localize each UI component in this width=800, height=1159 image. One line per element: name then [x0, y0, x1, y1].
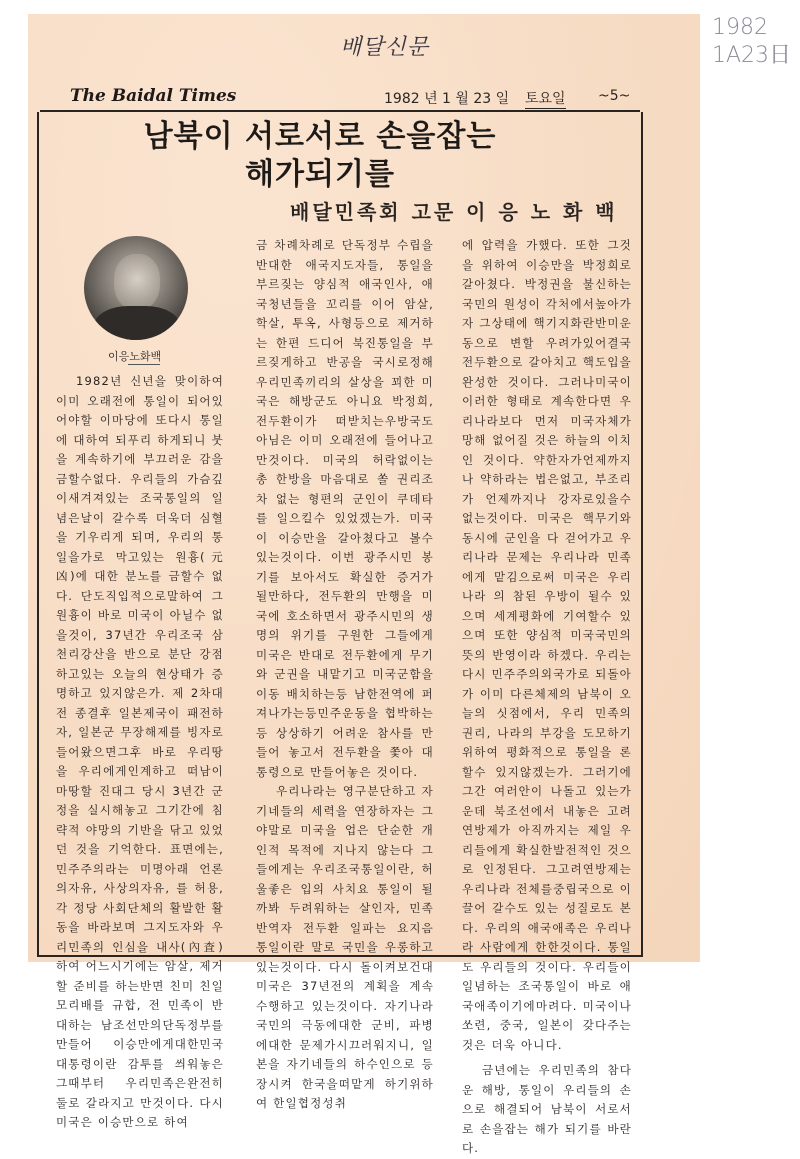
author-portrait: [84, 236, 188, 340]
page-number: ~5~: [598, 88, 631, 104]
photo-caption: 이응노화백: [108, 350, 162, 363]
caption-underline: [128, 364, 160, 365]
newspaper-name: The Baidal Times: [70, 86, 237, 106]
side-note-date: 1A23日: [712, 43, 792, 68]
headline-line-1: 남북이 서로서로 손을잡는: [143, 119, 497, 154]
column-2-paragraph-1: 금 차례차례로 단독정부 수립을 반대한 애국지도자들, 통일을 부르짖는 양심적 애국인사, 애국청년들을 꼬리를 이어 암살, 학살, 투옥, 사형등으로 제거하는 한편 드디어 북진통일을 부르짖게하고 반공을 국시로정해 우리민족끼리의 살상을 꾀한 미국은 해방군도 아니요 박정희, 전두환이가 떠받치는우방국도 아님은 이미 오래전에 들어나고 만것이다. 미국의 허락없이는 총 한방을 마음대로 쏠 권리조차 없는 형편의 군인이 쿠데타를 일으킬수 있었겠는가. 미국이 이승만을 갈아쳤다고 볼수 있는것이다. 이번 광주시민 봉기를 보아서도 확실한 증거가 될만하다, 전두환의 만행을 미국에 호소하면서 광주시민의 생명의 위기를 구원한 그들에게 미국은 반대로 전두환에게 무기와 군권을 내맡기고 미국군함을 이동 배치하는등 남한전역에 퍼져나가는등민주운동을 협박하는등 상상하기 어려운 참사를 만들어 놓고서 전두환을 쫓아 대통령으로 만들어놓은 것이다.: [256, 238, 434, 779]
portrait-body: [94, 306, 180, 340]
handwritten-annotation: 배달신문: [340, 35, 430, 60]
article-column-3: [462, 236, 632, 1159]
archive-date-note: [712, 14, 791, 70]
column-3-paragraph-1: 에 압력을 가했다. 또한 그것을 위하여 이승만을 박정희로 갈아쳤다. 박정권을 불신하는 국민의 원성이 각처에서높아가자 그상태에 핵기지화란반미운동으로 변할 우려가있어결국 전두환으로 갈아치고 핵도입을 완성한 것이다. 그러나미국이 이러한 형태로 계속한다면 우리나라보다 먼저 미국자체가 망해 없어질 것은 하늘의 이치인 것이다. 약한자가언제까지나 약하라는 법은없고, 부조리가 언제까지나 강자로있을수 없는것이다. 미국은 핵무기와 동시에 군인을 다 걷어가고 우리나라 문제는 우리나라 민족에게 맡김으로써 미국은 우리나라 의 참된 우방이 될수 있으며 세계평화에 기여할수 있으며 또한 양심적 미국국민의 뜻의 반영이라 하겠다. 우리는 다시 민주주의외국가로 되돌아가 이미 다른체제의 남북이 오늘의 싯점에서, 우리 민족의 권리, 나라의 부강을 도모하기 위하여 평화적으로 통일을 론할수 있지않겠는가. 그러기에 그간 여러안이 나돌고 있는가운데 북조선에서 내놓은 고려연방제가 아직까지는 제일 우리들에게 확실한발전적인 것으로 인정된다. 그고려연방제는 우리나라 전체를중립국으로 이끌어 갈수도 있는 성질로도 본다. 우리의 애국애족은 우리나라 사람에게 한한것이다. 통일도 우리들의 것이다. 우리들이 일념하는 조국통일이 바로 애국애족이기에마려다. 미국이나 쏘련, 중국, 일본이 갖다주는것은 더욱 아니다.: [462, 238, 632, 1052]
issue-date: 1982 년 1 월 23 일: [384, 91, 510, 107]
side-note-year: 1982: [712, 15, 768, 40]
article-column-2: [256, 236, 434, 1114]
portrait-face: [114, 254, 160, 310]
issue-weekday: 토요일: [525, 88, 566, 109]
article-headline: [70, 118, 570, 194]
column-1-paragraph-1: 1982년 신년을 맞이하여 이미 오래전에 통일이 되어있어야할 이마당에 또다시 통일에 대하여 되푸리 하게되니 붓을 계속하기에 부끄러운 감을 금할수없다. 우리들의 가슴깊이새겨져있는 조국통일의 일념은날이 갈수록 더욱더 심혈을 기우리게 되며, 우리의 통일을가로 막고있는 원흉(元凶)에 대한 분노를 금할수 없다. 단도직입적으로말하여 그 원흉이 바로 미국이 아닐수 없을것이, 37년간 우리조국 삼천리강산을 반으로 분단 강점하고있는 오늘의 현상태가 증명하고 있지않은가. 제 2차대전 종결후 일본제국이 패전하자, 일본군 무장해제를 빙자로 들어왔으면그후 바로 우리땅을 우리에게인계하고 떠남이 마땅할 진대그 당시 3년간 군정을 실시해놓고 그기간에 침략적 야망의 기반을 닦고 있었던 것을 기억한다. 표면에는, 민주주의라는 미명아래 언론의자유, 사상의자유, 를 허용, 각 정당 사회단체의 활발한 활동을 바라보며 그지도자와 우리민족의 인심을 내사(內査)하여 어느시기에는 암살, 제거할 준비를 하는반면 친미 친일 모리배를 규합, 전 민족이 반대하는 남조선만의단독정부를 만들어 이승만에게대한민국 대통령이란 감투를 씌워놓은 그때부터 우리민족은완전히 둘로 갈라지고 만것이다. 다시 미국은 이승만으로 하여: [56, 374, 224, 1129]
headline-line-2: 해가되기를: [245, 157, 395, 192]
column-2-paragraph-2: 우리나라는 영구분단하고 자기네들의 세력을 연장하자는 그야말로 미국을 업은 단순한 개인적 목적에 지나지 않는다 그들에게는 우리조국통일이란, 허울좋은 입의 사치요 통일이 될까봐 두려워하는 살인자, 민족반역자 전두환 일파는 요지음 통일이란 말로 국민을 우롱하고 있는것이다. 다시 돌이켜보건대 미국은 37년전의 계획을 계속 수행하고 있는것이다. 자기나라 국민의 극동에대한 군비, 파병에대한 문제가시끄러워지니, 일본을 자기네들의 하수인으로 등장시켜 한국을떠맡게 하기위하여 한일협정성취: [256, 784, 434, 1110]
article-column-1: [56, 372, 224, 1133]
column-3-paragraph-2: 금년에는 우리민족의 참다운 해방, 통일이 우리들의 손으로 해결되어 남북이 서로서로 손을잡는 해가 되기를 바란다.: [462, 1063, 632, 1155]
article-byline: 배달민족회 고문 이 응 노 화 백: [290, 200, 618, 224]
masthead: [70, 84, 646, 110]
